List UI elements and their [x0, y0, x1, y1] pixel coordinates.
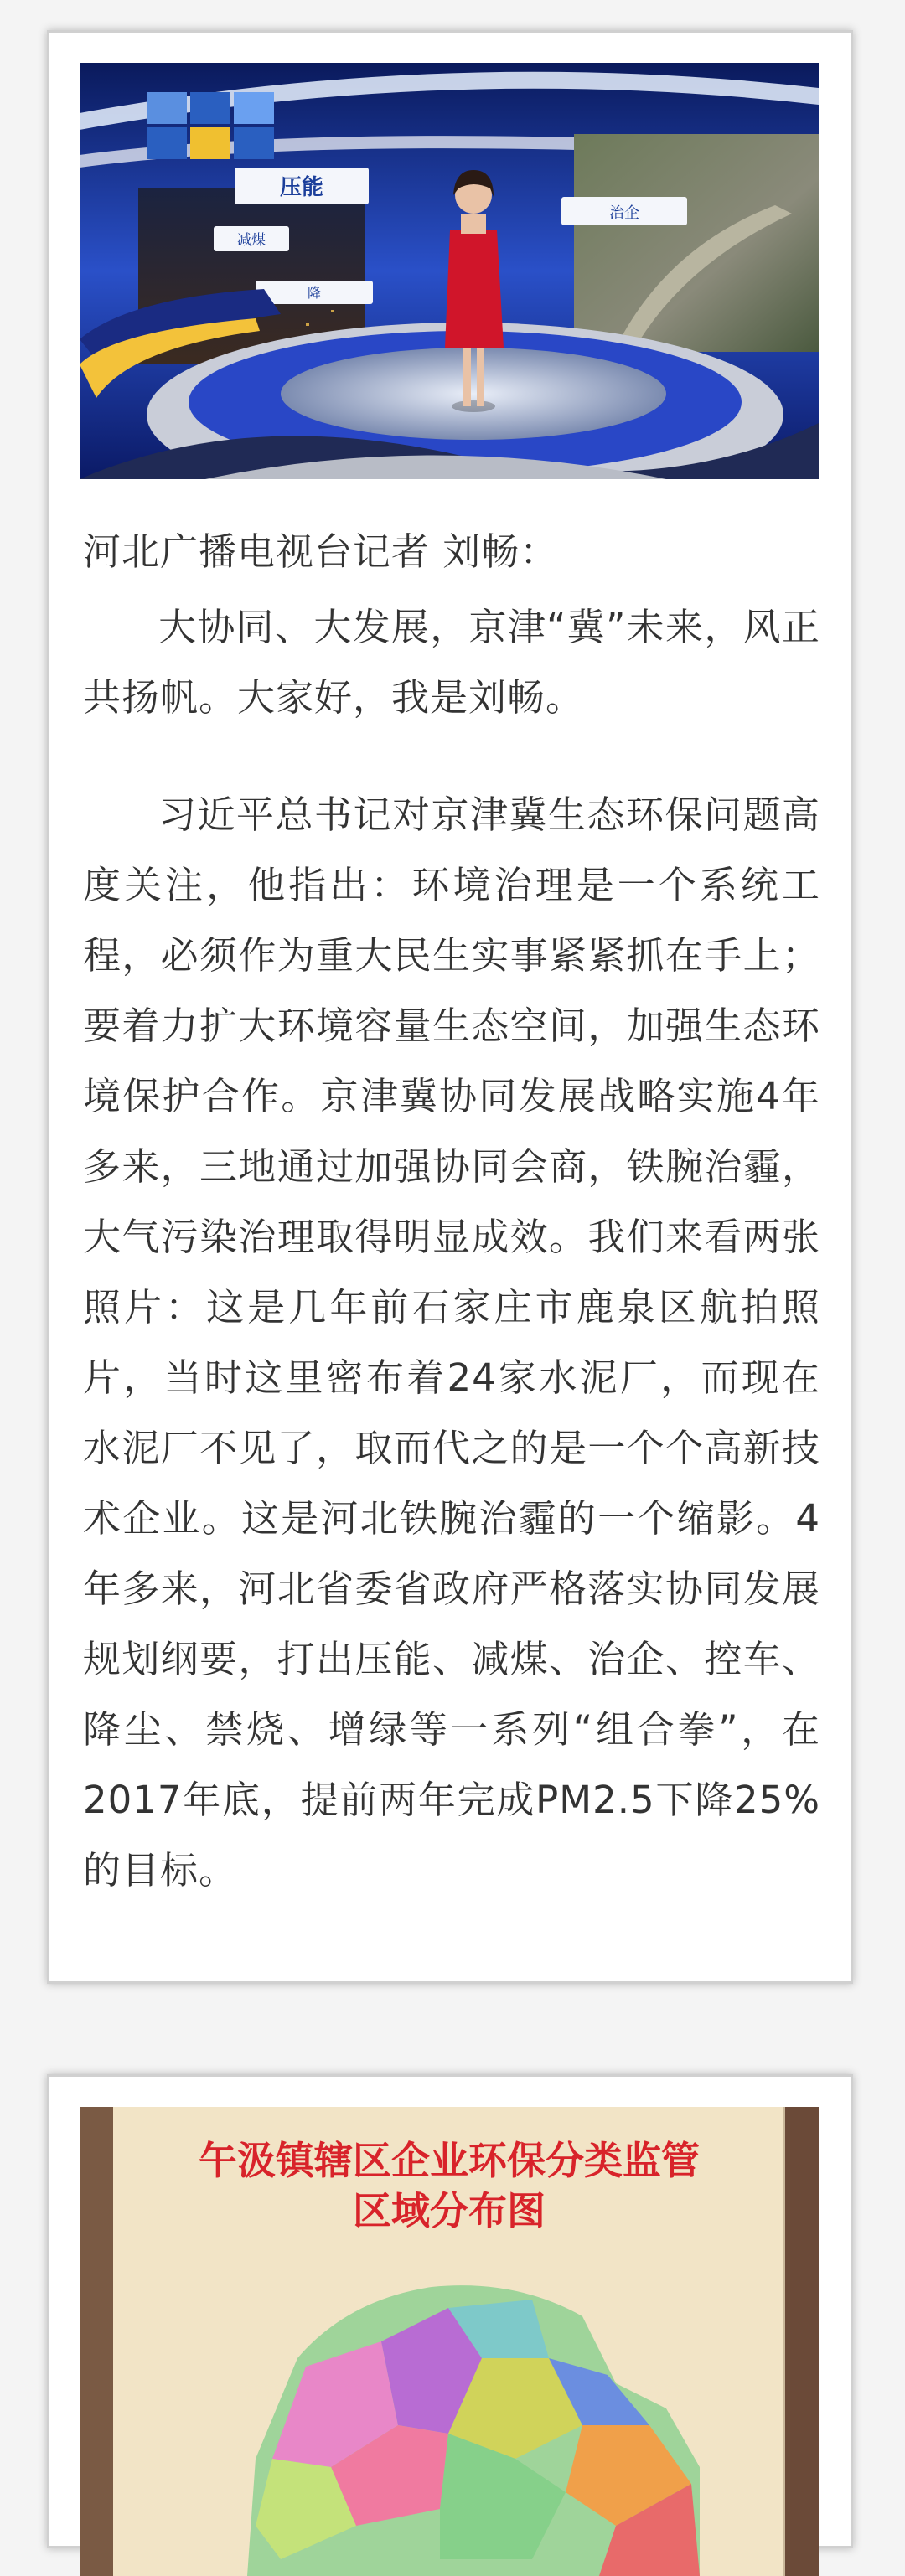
screen-label-2: 减煤 [237, 232, 266, 249]
article-paragraph-2: 习近平总书记对京津冀生态环保问题高度关注，他指出：环境治理是一个系统工程，必须作为重大民生实事紧紧抓在手上；要着力扩大环境容量生态空间，加强生态环境保护合作。京津冀协同发展战略实施4年多来，三地通过加强协同会商，铁腕治霾，大气污染治理取得明显成效。我们来看两张照片：这是几年前石家庄市鹿泉区航拍照片，当时这里密布着24家水泥厂，而现在水泥厂不见了，取而代之的是一个个高新技术企业。这是河北铁腕治霾的一个缩影。4年多来，河北省委省政府严格落实协同发展规划纲要，打出压能、减煤、治企、控车、降尘、禁烧、增绿等一系列“组合拳”，在2017年底，提前两年完成PM2.5下降25%的目标。 [83, 792, 820, 1892]
map-card [47, 2074, 853, 2548]
studio-scene [80, 63, 819, 479]
map-title-line-2: 区域分布图 [353, 2188, 546, 2233]
reporter-line: 河北广播电视台记者 刘畅： [83, 529, 559, 574]
screen-label-1: 压能 [279, 175, 324, 200]
screen-label-4: 治企 [609, 204, 639, 222]
studio-broadcast-image [80, 63, 819, 479]
screen-label-3: 降 [307, 285, 322, 301]
article-paragraph-1: 大协同、大发展，京津“冀”未来，风正共扬帆。大家好，我是刘畅。 [83, 605, 820, 720]
map-poster [80, 2107, 819, 2576]
article-card [47, 30, 853, 1984]
map-title-line-1: 午汲镇辖区企业环保分类监管 [199, 2138, 700, 2183]
map-poster-image [80, 2107, 819, 2576]
